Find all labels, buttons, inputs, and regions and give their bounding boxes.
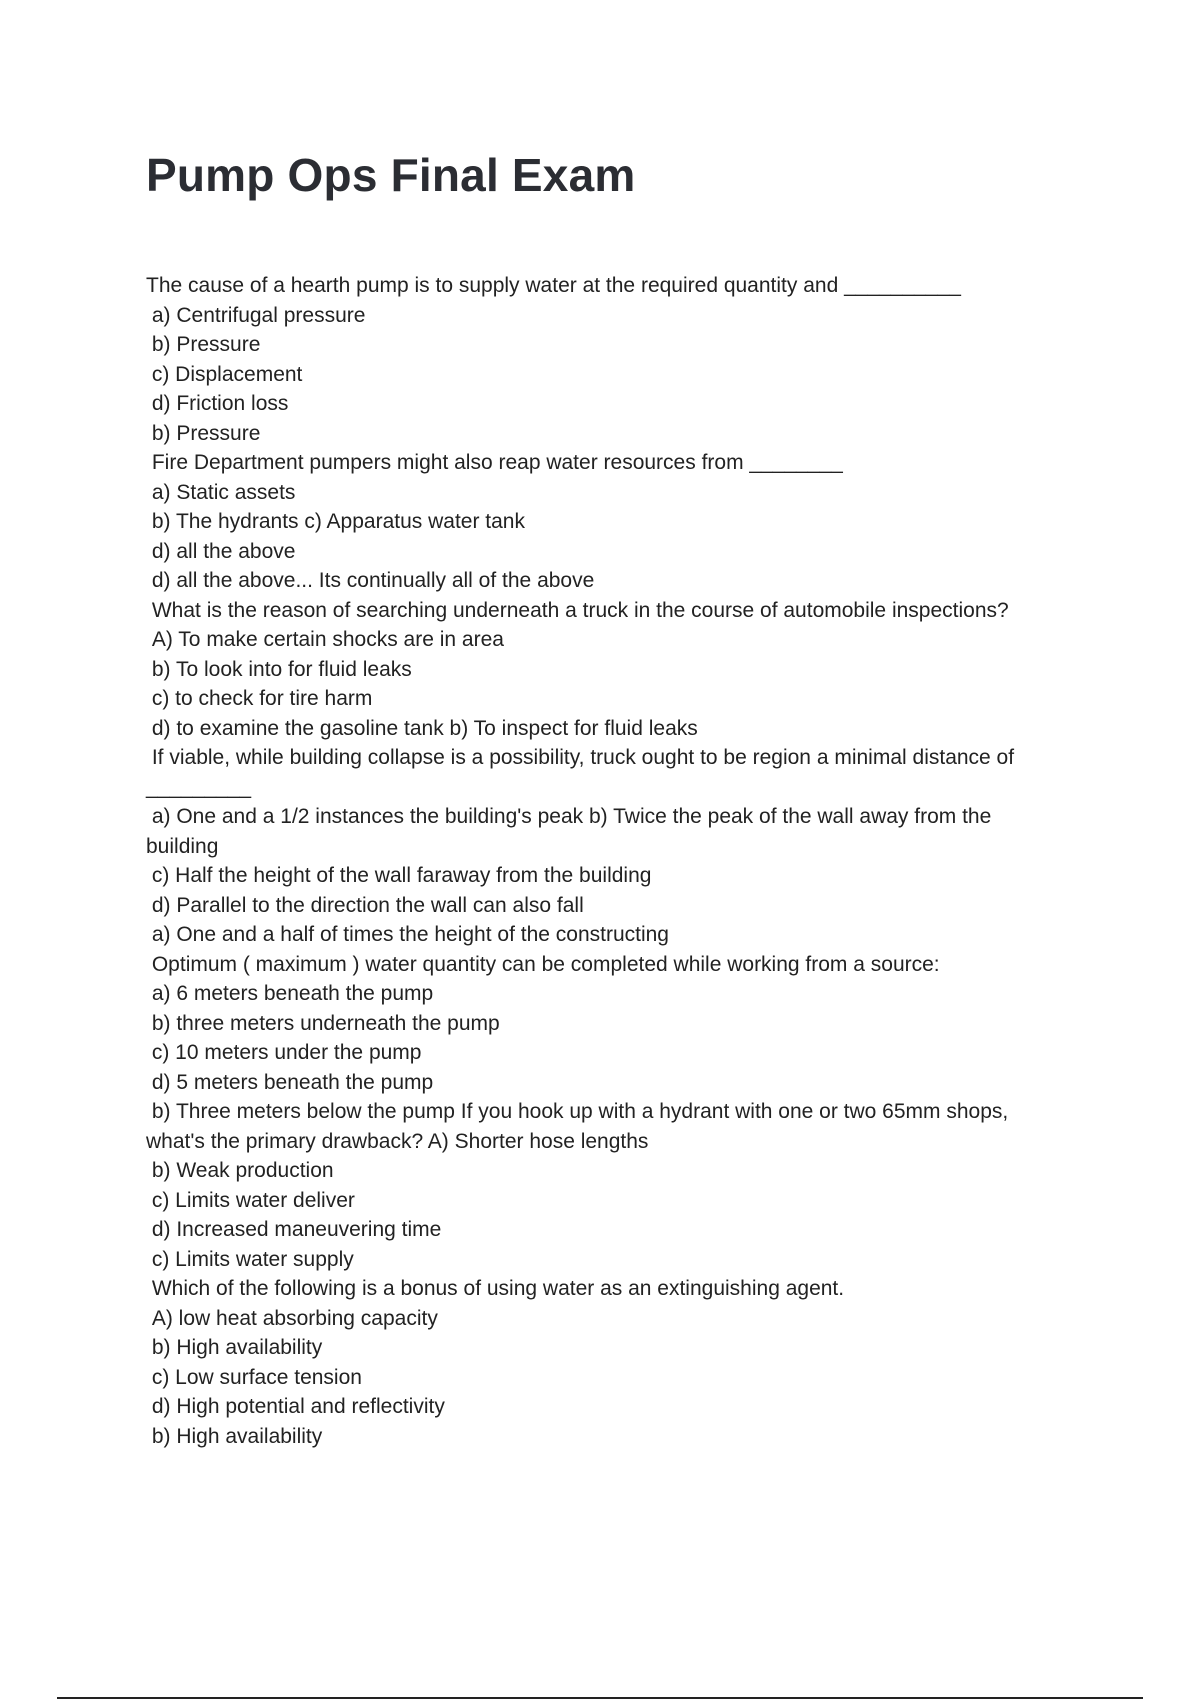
exam-content: [146, 271, 1076, 1451]
text-line: a) Centrifugal pressure: [146, 303, 366, 327]
text-line: c) Limits water supply: [146, 1247, 354, 1271]
text-line: d) all the above... Its continually all of the above: [146, 569, 595, 592]
text-line: a) One and a 1/2 instances the building's peak b) Twice the peak of the wall away from the: [146, 805, 992, 828]
text-line: d) to examine the gasoline tank b) To inspect for fluid leaks: [146, 716, 698, 740]
text-line: b) Weak production: [146, 1159, 334, 1182]
text-line: d) High potential and reflectivity: [146, 1395, 445, 1418]
footer-divider: [57, 1697, 1143, 1699]
text-line: building: [146, 834, 219, 858]
text-line: b) High availability: [146, 1424, 323, 1448]
page-title: Pump Ops Final Exam: [146, 149, 636, 201]
text-line: The cause of a hearth pump is to supply water at the required quantity and __________: [146, 274, 961, 297]
text-line: b) three meters underneath the pump: [146, 1011, 500, 1035]
text-line: d) Parallel to the direction the wall can also fall: [146, 893, 584, 917]
text-line: Optimum ( maximum ) water quantity can be completed while working from a source:: [146, 952, 940, 976]
text-line: c) 10 meters under the pump: [146, 1041, 422, 1064]
text-line: _________: [146, 775, 252, 799]
text-line: d) all the above: [146, 539, 296, 563]
text-line: If viable, while building collapse is a possibility, truck ought to be region a minimal distance of: [146, 746, 1015, 769]
text-line: c) Displacement: [146, 362, 303, 386]
text-line: a) 6 meters beneath the pump: [146, 982, 434, 1005]
text-line: What is the reason of searching underneath a truck in the course of automobile inspections?: [146, 598, 1009, 622]
text-line: d) Increased maneuvering time: [146, 1218, 442, 1241]
text-line: c) Half the height of the wall faraway from the building: [146, 864, 652, 887]
text-line: b) Three meters below the pump If you hook up with a hydrant with one or two 65mm shops,: [146, 1100, 1009, 1123]
text-line: what's the primary drawback? A) Shorter hose lengths: [146, 1129, 649, 1153]
text-line: Which of the following is a bonus of using water as an extinguishing agent.: [146, 1277, 845, 1300]
text-line: a) Static assets: [146, 480, 296, 504]
text-line: c) Low surface tension: [146, 1365, 362, 1389]
text-line: a) One and a half of times the height of the constructing: [146, 923, 669, 946]
text-line: b) To look into for fluid leaks: [146, 657, 412, 681]
text-line: d) 5 meters beneath the pump: [146, 1070, 434, 1094]
text-line: b) The hydrants c) Apparatus water tank: [146, 510, 525, 533]
text-line: b) Pressure: [146, 333, 261, 356]
text-line: Fire Department pumpers might also reap water resources from ________: [146, 451, 843, 474]
text-line: A) To make certain shocks are in area: [146, 628, 504, 651]
text-line: c) Limits water deliver: [146, 1188, 355, 1212]
text-line: A) low heat absorbing capacity: [146, 1306, 438, 1330]
text-line: b) Pressure: [146, 421, 261, 445]
text-line: c) to check for tire harm: [146, 687, 373, 710]
text-line: b) High availability: [146, 1336, 323, 1359]
text-line: d) Friction loss: [146, 392, 289, 415]
